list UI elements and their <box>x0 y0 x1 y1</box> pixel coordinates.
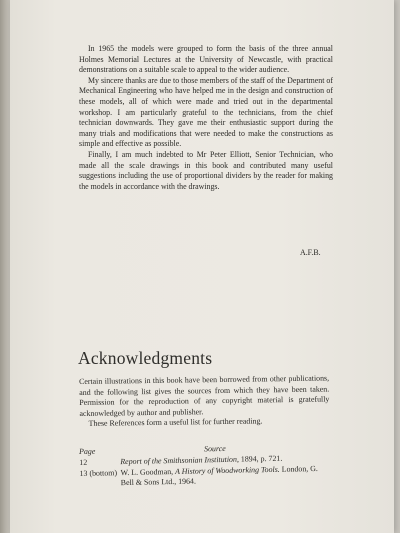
source-details: , 1894, p. 721. <box>236 453 283 464</box>
source-author: W. L. Goodman, <box>120 466 176 477</box>
reference-source <box>120 463 329 489</box>
acknowledgments-heading: Acknowledgments <box>78 348 213 368</box>
author-signature: A.F.B. <box>300 248 321 257</box>
source-title: Report of the Smithsonian Institution <box>120 454 237 467</box>
source-title: A History of Woodworking Tools. <box>174 464 280 476</box>
references-table <box>79 442 330 490</box>
source-details: London, G. Bell & Sons Ltd., 1964. <box>120 463 318 488</box>
preface-text <box>79 44 333 192</box>
source-column-header: Source <box>203 443 226 454</box>
acknowledgments-text <box>79 374 330 430</box>
references-note: These References form a useful list for further reading. <box>88 416 263 429</box>
preface-paragraph: In 1965 the models were grouped to form the basis of the three annual Holmes Memorial Lectures at the University of Newcastle, with practical demonstrations on a suitable scale to appeal to the wider audience. <box>79 44 333 75</box>
page-column-header: Page <box>79 446 96 456</box>
preface-paragraph: My sincere thanks are due to those members of the staff of the Department of Mechanical Engineering who have helped me in the design and construction of these models, all of which were made and tried out in the departmental workshop. I am particularly grateful to the technicians, from the chief technician downwards. They gave me their enthusiastic support during the many trials and modifications that were needed to make the constructions as simple and effective as possible. <box>79 75 333 149</box>
reference-page: 13 (bottom) <box>79 467 118 478</box>
acknowledgments-intro: Certain illustrations in this book have been borrowed from other publications, and the following list gives the sources from which they have been taken. Permission for the reproduction of any copyright material is gratefully acknowledged by author and publisher. <box>79 373 330 418</box>
reference-page: 12 <box>79 457 88 467</box>
preface-paragraph: Finally, I am much indebted to Mr Peter Elliott, Senior Technician, who made all the scale drawings in this book and contributed many useful suggestions including the use of proportional dividers by the reader for making the models in accordance with the drawings. <box>79 149 333 191</box>
